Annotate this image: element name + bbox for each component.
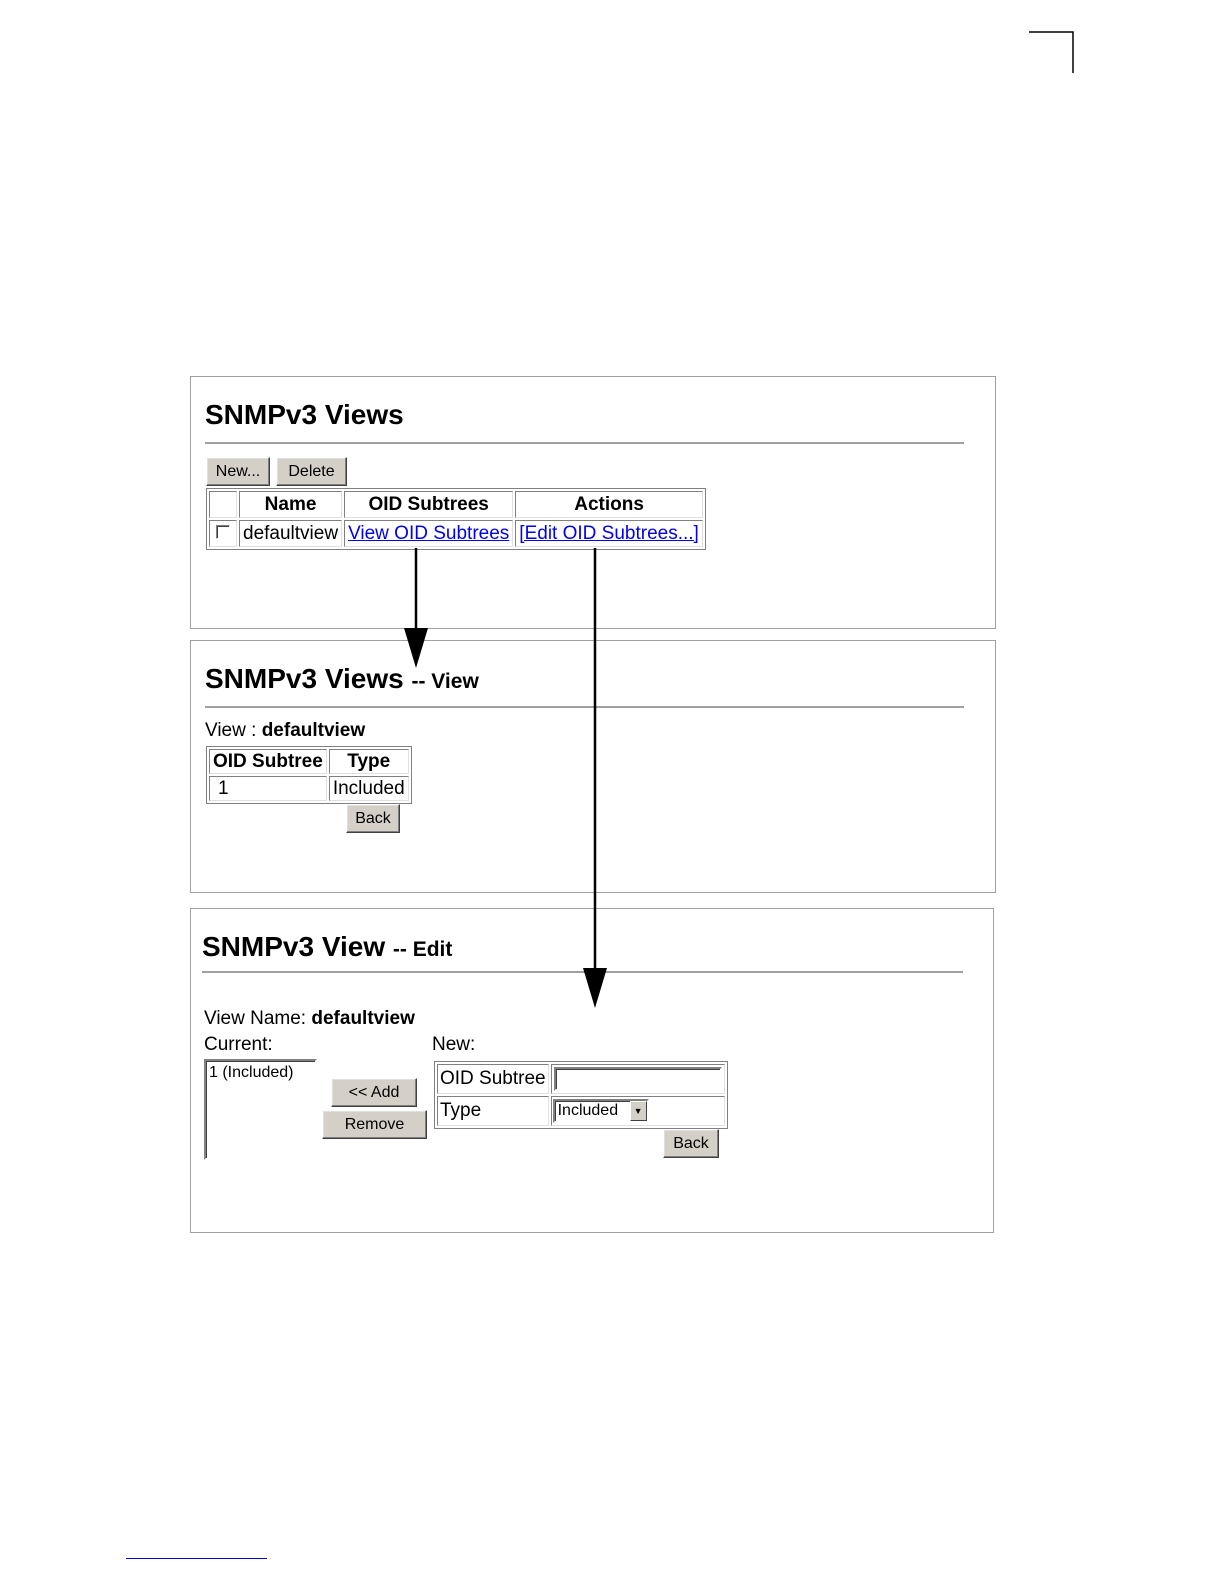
back-button[interactable]: Back (346, 804, 400, 833)
view-name-value: defaultview (311, 1008, 415, 1029)
type-label-cell: Type (437, 1096, 549, 1126)
view-name-label: View Name: (204, 1008, 307, 1029)
view-panel-title-suffix: -- View (411, 670, 479, 693)
view-oid-subtrees-link[interactable]: View OID Subtrees (348, 522, 510, 544)
arrow-to-edit-panel (583, 548, 607, 1008)
new-label: New: (432, 1034, 476, 1055)
edit-panel-title-text: SNMPv3 View (202, 931, 386, 962)
delete-view-button[interactable]: Delete (276, 457, 347, 486)
edit-oid-subtrees-link[interactable]: [Edit OID Subtrees...] (519, 522, 699, 544)
oid-subtree-column-header: OID Subtree (209, 749, 327, 774)
edit-panel-title-suffix: -- Edit (392, 938, 453, 961)
type-cell: Included (329, 776, 409, 801)
arrow-to-view-panel (404, 548, 428, 668)
type-column-header: Type (329, 749, 409, 774)
type-selected-value: Included (557, 1102, 619, 1119)
name-column-header: Name (239, 491, 342, 518)
view-panel-title-text: SNMPv3 Views (205, 663, 404, 694)
chevron-down-icon[interactable]: ▼ (630, 1101, 647, 1121)
view-label: View : (205, 720, 257, 741)
view-name-cell: defaultview (239, 520, 342, 547)
add-button[interactable]: << Add (331, 1078, 417, 1107)
oid-subtree-cell: 1 (209, 776, 327, 801)
footer-rule (126, 1558, 267, 1559)
page-title-text: SNMPv3 Views (205, 399, 404, 430)
back-button[interactable]: Back (663, 1129, 719, 1158)
actions-column-header: Actions (515, 491, 703, 518)
list-item[interactable]: 1 (Included) (209, 1064, 294, 1081)
view-value: defaultview (261, 720, 366, 741)
new-view-button[interactable]: New... (206, 457, 270, 486)
current-label: Current: (204, 1034, 273, 1055)
oid-subtrees-column-header: OID Subtrees (344, 491, 513, 518)
oid-subtree-label-cell: OID Subtree (437, 1064, 549, 1094)
remove-button[interactable]: Remove (322, 1110, 427, 1139)
